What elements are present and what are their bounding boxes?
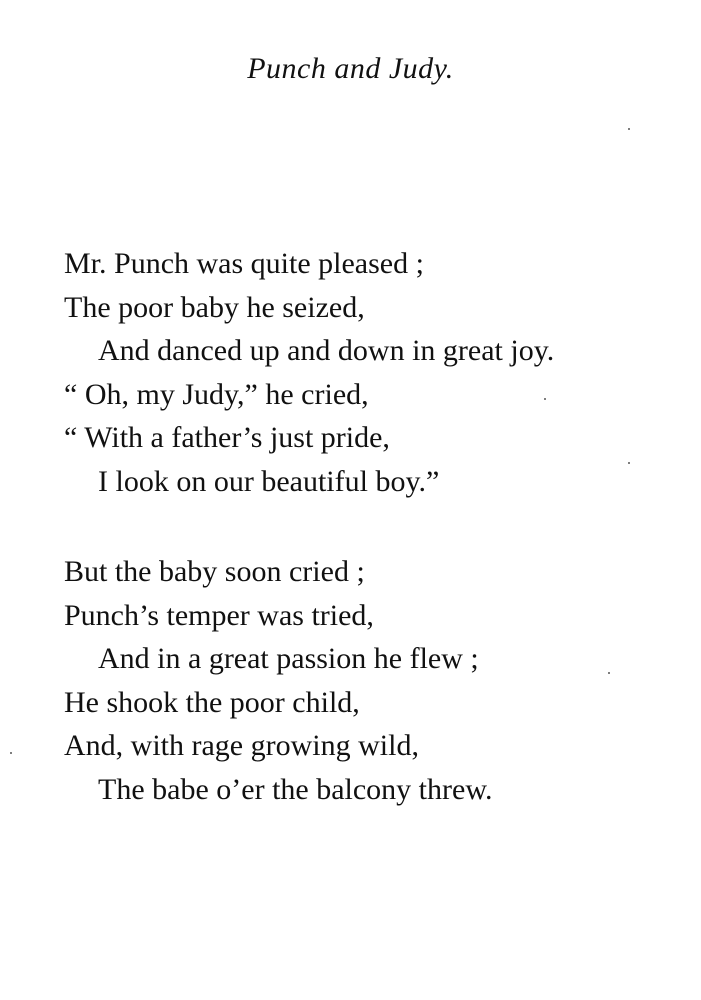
paper-speck: [628, 128, 630, 130]
stanza-2: [64, 550, 674, 811]
paper-speck: [608, 672, 610, 674]
stanza-1: [64, 242, 674, 503]
verse-line: “ With a father’s just pride,: [64, 421, 390, 454]
verse-line: The poor baby he seized,: [64, 290, 365, 324]
verse-line-indented: And danced up and down in great joy.: [98, 334, 555, 367]
paper-speck: [10, 752, 12, 754]
verse-line: But the baby soon cried ;: [64, 555, 365, 588]
verse-line-indented: And in a great passion he flew ;: [98, 642, 479, 675]
verse-line: He shook the poor child,: [64, 685, 360, 719]
verse-line-indented: I look on our beautiful boy.”: [98, 464, 440, 498]
page-title: Punch and Judy.: [247, 52, 454, 85]
verse-line: Punch’s temper was tried,: [64, 598, 374, 632]
paper-speck: [544, 398, 546, 400]
verse-line: And, with rage growing wild,: [64, 729, 419, 762]
verse-line-indented: The babe o’er the balcony threw.: [98, 772, 493, 806]
verse-line: Mr. Punch was quite pleased ;: [64, 247, 424, 280]
paper-speck: [628, 462, 630, 464]
verse-line: “ Oh, my Judy,” he cried,: [64, 377, 369, 411]
